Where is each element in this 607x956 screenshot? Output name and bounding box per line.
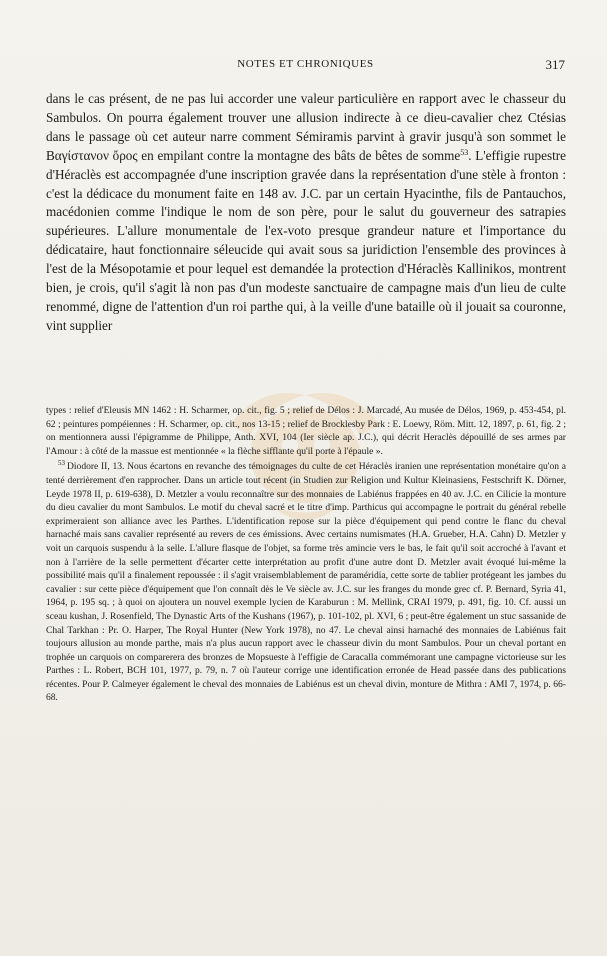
page-number: 317	[545, 57, 565, 72]
main-text-part1: dans le cas présent, de ne pas lui accorder une valeur particulière en rapport avec le chasseur du Sambulos. On pourra également trouver une allusion indirecte à ce dieu-cavalier chez Ctésias dans le passage où cet auteur narre comment Sémiramis parvint à gravir jusqu'à son sommet le Βαγίστανον ὄρος en empilant contre la montagne des bâts de bêtes de somme	[46, 91, 566, 163]
footnote-53	[46, 460, 566, 705]
footnote-ref-53: 53	[460, 147, 469, 157]
page-header	[46, 58, 565, 74]
running-title: NOTES ET CHRONIQUES	[237, 58, 374, 70]
main-text-part2: . L'effigie rupestre d'Héraclès est accompagnée d'une inscription gravée dans la représentation d'une stèle à fronton : c'est la dédicace du monument faite en 148 av. J.C. par un certain Hyacinthe, fils de Pantauchos, macédonien comme l'indique le nom de son père, pour le salut du gouverneur des satrapies supérieures. L'allure monumentale de l'ex-voto presque grandeur nature et l'importance du dédicataire, haut fonctionnaire séleucide qui avait sous sa juridiction l'ensemble des provinces à l'est de la Mésopotamie et pour lequel est demandée la protection d'Héraclès Kallinikos, montrent bien, je crois, qu'il s'agit là non pas d'un modeste sanctuaire de campagne mais d'un lieu de culte renommé, digne de l'attention d'un roi parthe qui, à la veille d'une bataille où il jouait sa couronne, vint supplier	[46, 147, 567, 333]
footnote-continued: types : relief d'Eleusis MN 1462 : H. Scharmer, op. cit., fig. 5 ; relief de Délos : J. Marcadé, Au musée de Délos, 1969, p. 453-454, pl. 62 ; peintures pompéiennes : H. Scharmer, op. cit., nos 13-15 ; relief de Brocklesby Park : E. Loewy, Röm. Mitt. 12, 1897, p. 61, fig. 2 ; on mentionnera aussi l'épigramme de Philippe, Anth. XVI, 104 (Ier siècle ap. J.C.), qui décrit Heraclès dépouillé de ses armes par l'Amour : à côté de la massue est mentionnée « la flèche sifflante qu'il porte à l'épaule ».	[46, 405, 566, 457]
main-paragraph	[46, 90, 566, 336]
footnotes	[46, 404, 566, 705]
footnote-53-text: Diodore II, 13. Nous écartons en revanche des témoignages du culte de cet Héraclès iranien une représentation monétaire qu'on a tenté derrièrement d'en rapprocher. Dans un article tout récent (in Studien zur Religion und Kultur Kleinasiens, Festschrift K. Dörner, Leyde 1978 II, p. 619-638), D. Metzler a voulu reconnaître sur des monnaies de Labiénus frappées en 40 av. J.C. en Cilicie la monture du dieu cavalier du mont Sambulos. Le motif du cheval sacré et le titre d'imp. Parthicus qui accompagne le portrait du général rebelle exprimeraient son alliance avec les Parthes. L'identification repose sur la pièce d'équipement qui pend contre le flanc du cheval harnaché mais sans cavalier représenté au revers de ces émissions. Avec certains numismates (H.A. Grueber, H.A. Cahn) D. Metzler y voit un carquois suspendu à la selle. L'allure flasque de l'objet, sa forme très amincie vers le bas, le fait qu'il soit accroché à l'avant et non à l'arrière de la selle permettent d'écarter cette interprétation au profit d'une autre dont D. Metzler avait évoqué lui-même la possibilité mais qu'il a finalement repoussée : il s'agit vraisemblablement de paraméridia, cette sorte de tablier protégeant les jambes du cavalier : sur cette pièce d'équipement que l'on connaît dès le Ve siècle av. J.C. sur les franges du monde grec cf. P. Bernard, Syria 41, 1964, p. 195 sq. ; à quoi on ajoutera un nouvel exemple lycien de Karaburun : M. Mellink, CRAI 1979, p. 491, fig. 10. Cf. aussi un sceau kushan, J. Rosenfield, The Dynastic Arts of the Kushans (1967), p. 101-102, pl. XVI, 6 ; peut-être également un stuc sassanide de Chal Tarkhan : Pr. O. Harper, The Royal Hunter (New York 1978), no 47. Le cheval ainsi harnaché des monnaies de Labiénus fait toujours allusion au monde parthe, mais n'a plus aucun rapport avec le chasseur divin du mont Sambulos. Pour un cheval portant en trophée un carquois on comparerera des bronzes de Mopsueste à l'effigie de Caracalla commémorant une campagne victorieuse sur les Parthes : L. Robert, BCH 101, 1977, p. 79, n. 7 où l'auteur corrige une identification erronée de Head passée dans des publications récentes. Pour P. Calmeyer également le cheval des monnaies de Labiénus est un cheval divin, monture de Mithra : AMI 7, 1974, p. 66-68.	[46, 461, 566, 704]
footnote-53-number: 53	[58, 459, 65, 468]
